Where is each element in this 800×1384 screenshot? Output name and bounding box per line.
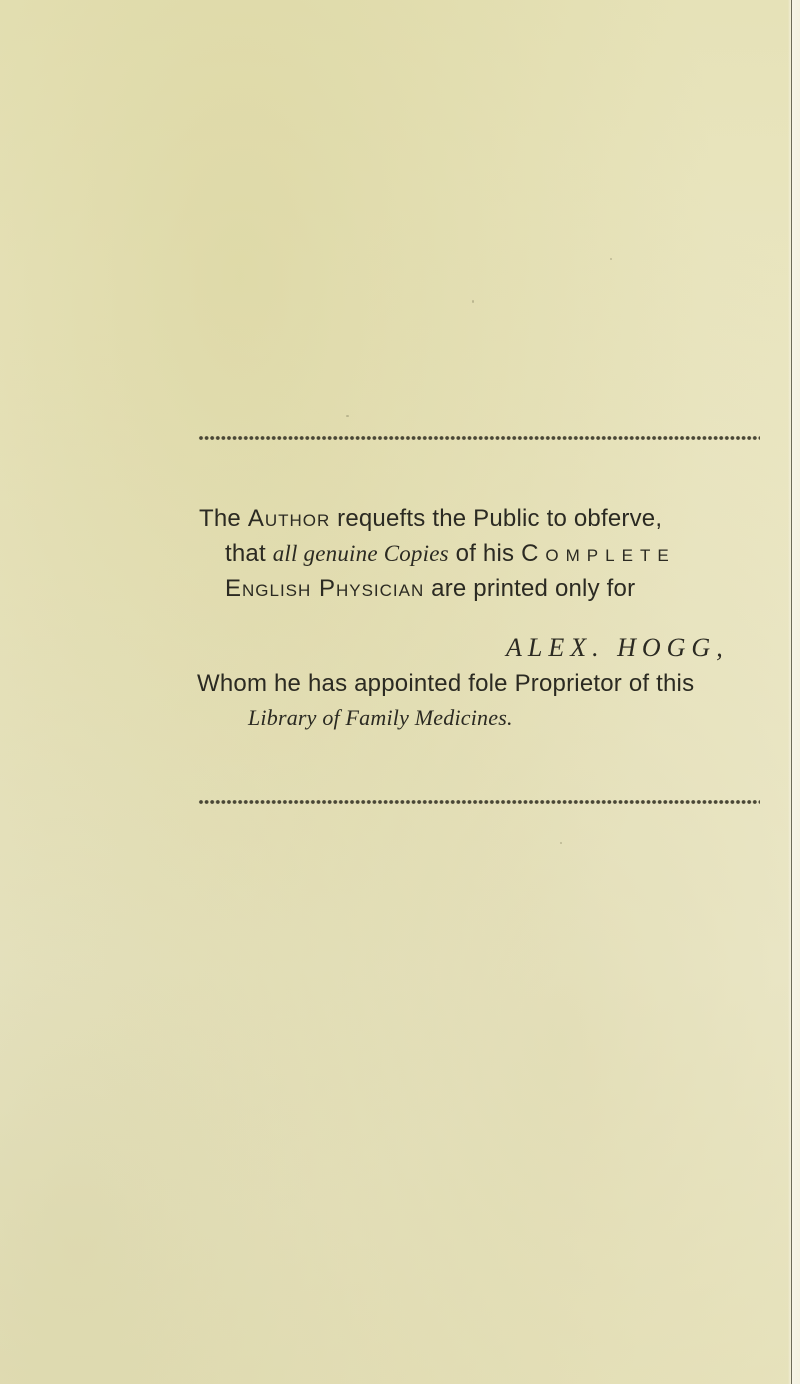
page-edge-line <box>791 0 792 1384</box>
notice-line-6 <box>248 704 513 732</box>
bottom-ornamental-rule <box>198 798 760 806</box>
genuine-copies-italic: all genuine Copies <box>272 541 449 566</box>
notice-text: that <box>225 540 273 567</box>
complete-spaced-caps: Complete <box>521 540 676 567</box>
top-ornamental-rule <box>198 434 760 442</box>
notice-line-3 <box>225 575 635 603</box>
notice-text: are printed only for <box>424 575 636 602</box>
english-physician-smallcaps: English Physician <box>225 575 425 602</box>
notice-text: The <box>199 505 248 532</box>
author-smallcaps: Author <box>247 505 331 532</box>
notice-line-1 <box>199 505 662 533</box>
notice-text: Whom he has appointed fole Proprietor of this <box>197 670 695 697</box>
paper-speck <box>472 300 474 303</box>
page-edge <box>788 0 800 1384</box>
library-title-italic: Library of Family Medicines. <box>248 705 513 730</box>
paper-speck <box>610 258 612 260</box>
notice-line-5 <box>197 670 694 698</box>
notice-line-2 <box>225 540 676 568</box>
printer-name <box>506 633 729 663</box>
printer-name-text: ALEX. HOGG, <box>506 633 729 662</box>
notice-text: of his <box>448 540 522 567</box>
paper-speck <box>346 415 349 417</box>
paper-speck <box>560 842 562 844</box>
notice-text: requefts the Public to obferve, <box>330 505 663 532</box>
